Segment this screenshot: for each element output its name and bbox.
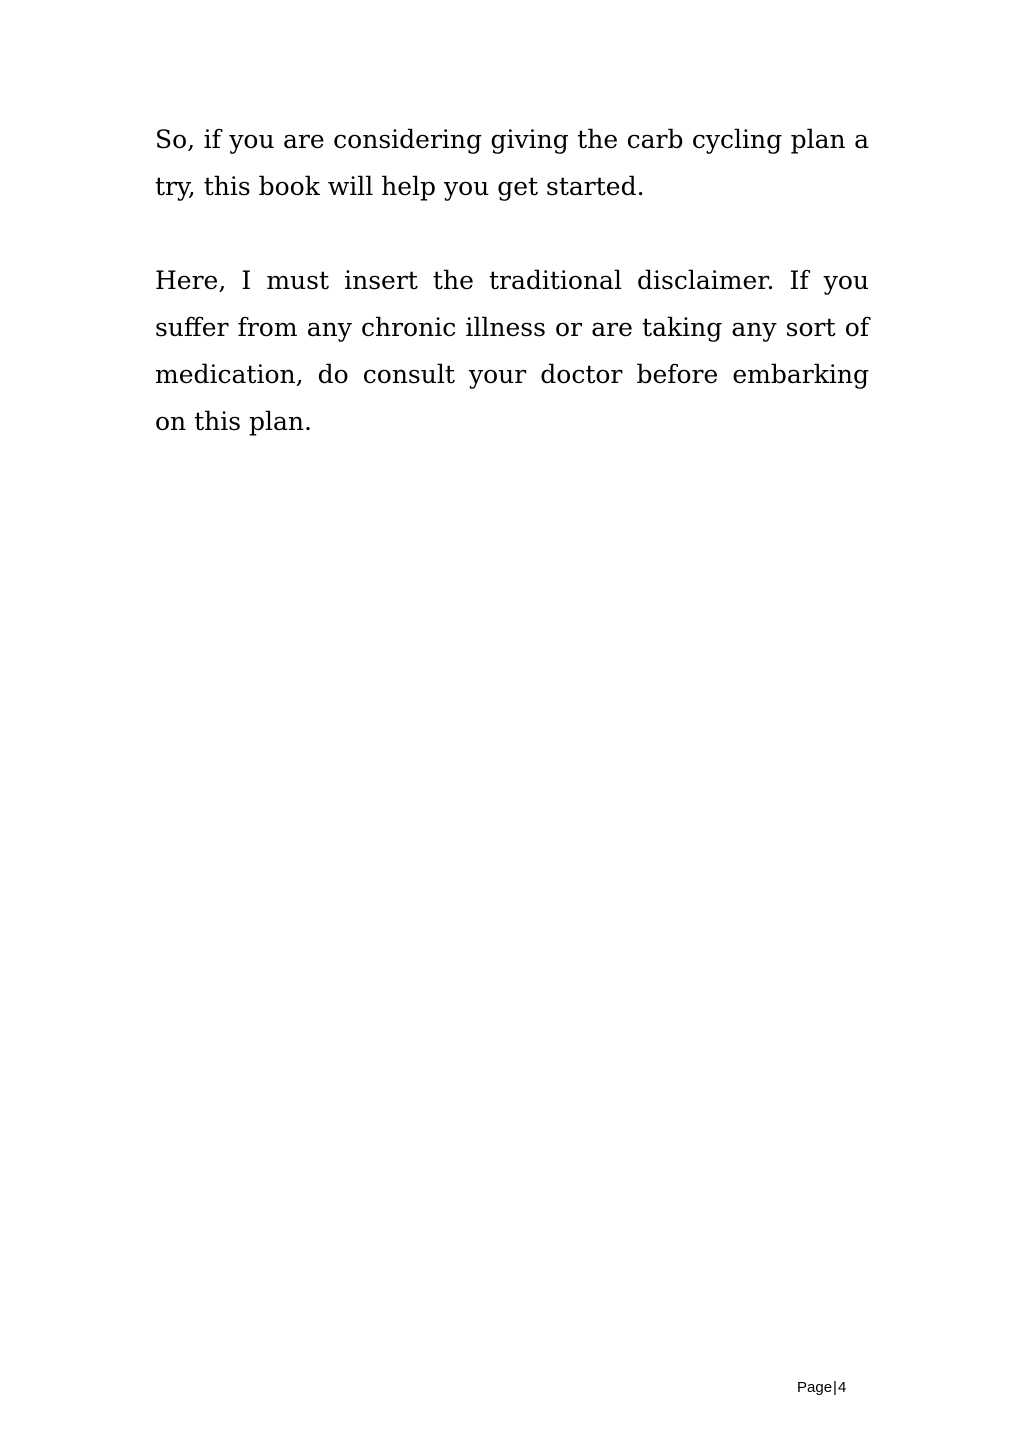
page-footer <box>797 1378 846 1398</box>
page-separator: | <box>833 1379 837 1396</box>
paragraph-intro: So, if you are considering giving the carb cycling plan a try, this book will help you get started. <box>155 125 869 201</box>
paragraph-disclaimer: Here, I must insert the traditional disclaimer. If you suffer from any chronic illness or are taking any sort of medication, do consult your doctor before embarking on this plan. <box>155 266 869 436</box>
page-label: Page <box>797 1379 833 1396</box>
page-number: 4 <box>837 1379 847 1396</box>
body-text <box>155 116 869 492</box>
